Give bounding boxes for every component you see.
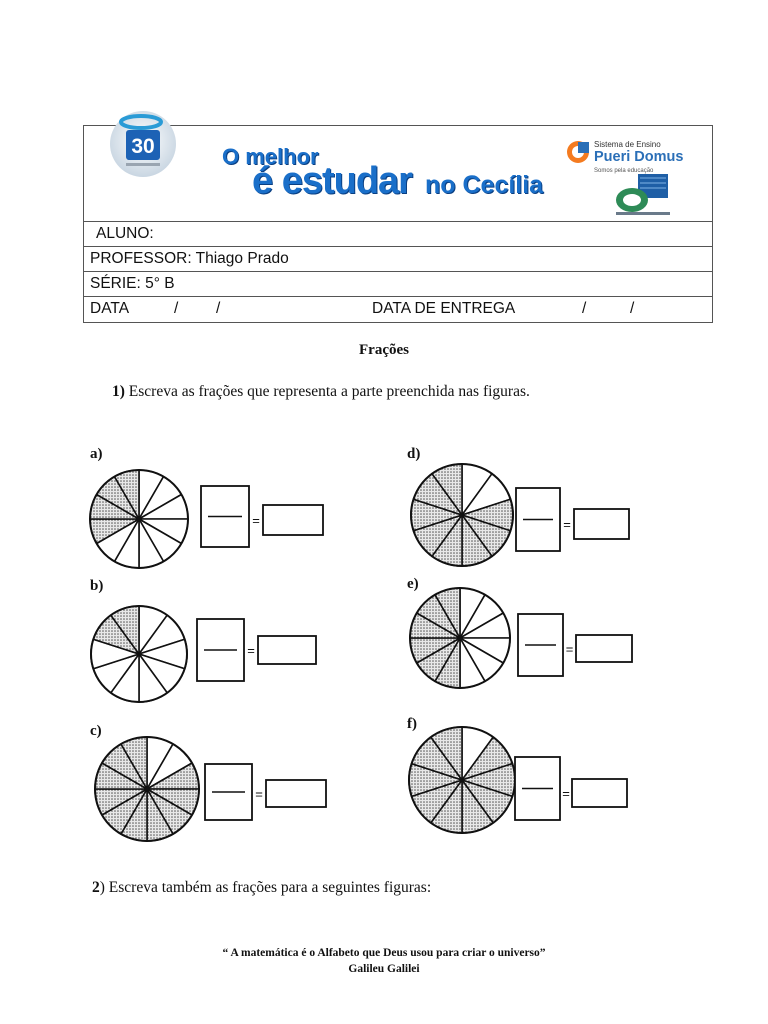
partner-name: Pueri Domus [594,149,684,165]
answer-box [576,635,632,662]
question-2-number: 2 [92,879,100,896]
exercise-label: a) [90,446,103,462]
pie-center [137,652,142,657]
answer-box [258,636,316,664]
svg-text:30: 30 [131,135,155,158]
question-2-text: ) Escreva também as frações para a seguintes figuras: [99,879,432,896]
data-entrega-label: DATA DE ENTREGA [372,300,516,317]
pie-center [458,636,463,641]
answer-box [266,780,326,807]
equals-sign: = [563,517,571,532]
entrega-slash-1: / [582,300,587,317]
slogan-line-3: no Cecília [425,171,544,199]
aluno-label: ALUNO: [96,225,154,242]
question-2 [92,879,431,897]
partner-small-text: Sistema de Ensino [594,140,661,149]
exercise-e [407,576,632,688]
question-1-text: Escreva as frações que representa a parte preenchida nas figuras. [128,383,530,400]
data-label: DATA [90,300,130,317]
pie-center [460,513,465,518]
answer-box [574,509,629,539]
page-title: Frações [359,342,409,358]
exercise-b [90,578,316,702]
equals-sign: = [562,786,570,801]
exercise-a [90,446,323,568]
answer-box [572,779,627,807]
date-slash-2: / [216,300,221,317]
exercise-label: f) [407,716,417,732]
partner-tagline: Somos pela educação [594,168,654,174]
footer-quote: “ A matemática é o Alfabeto que Deus usou para criar o universo” [222,947,546,959]
exercise-label: d) [407,446,421,462]
exercise-label: b) [90,578,104,594]
serie-label: SÉRIE: 5° B [90,275,175,292]
exercise-f [407,716,627,833]
equals-sign: = [252,513,260,528]
professor-label: PROFESSOR: Thiago Prado [90,250,289,267]
footer-quote-author: Galileu Galilei [348,963,420,975]
exercise-d [407,446,629,566]
pie-center [137,517,142,522]
exercise-label: e) [407,576,419,592]
pie-center [145,787,150,792]
equals-sign: = [255,786,263,802]
slogan-line-2: é estudar [252,160,412,202]
question-1-number: 1) [112,383,125,400]
equals-sign: = [565,641,574,657]
exercise-label: c) [90,723,102,739]
pie-center [460,778,465,783]
entrega-slash-2: / [630,300,635,317]
date-slash-1: / [174,300,179,317]
slogan-line-1: O melhor [222,144,319,169]
answer-box [263,505,323,535]
equals-sign: = [247,643,255,658]
exercise-c [90,723,326,841]
